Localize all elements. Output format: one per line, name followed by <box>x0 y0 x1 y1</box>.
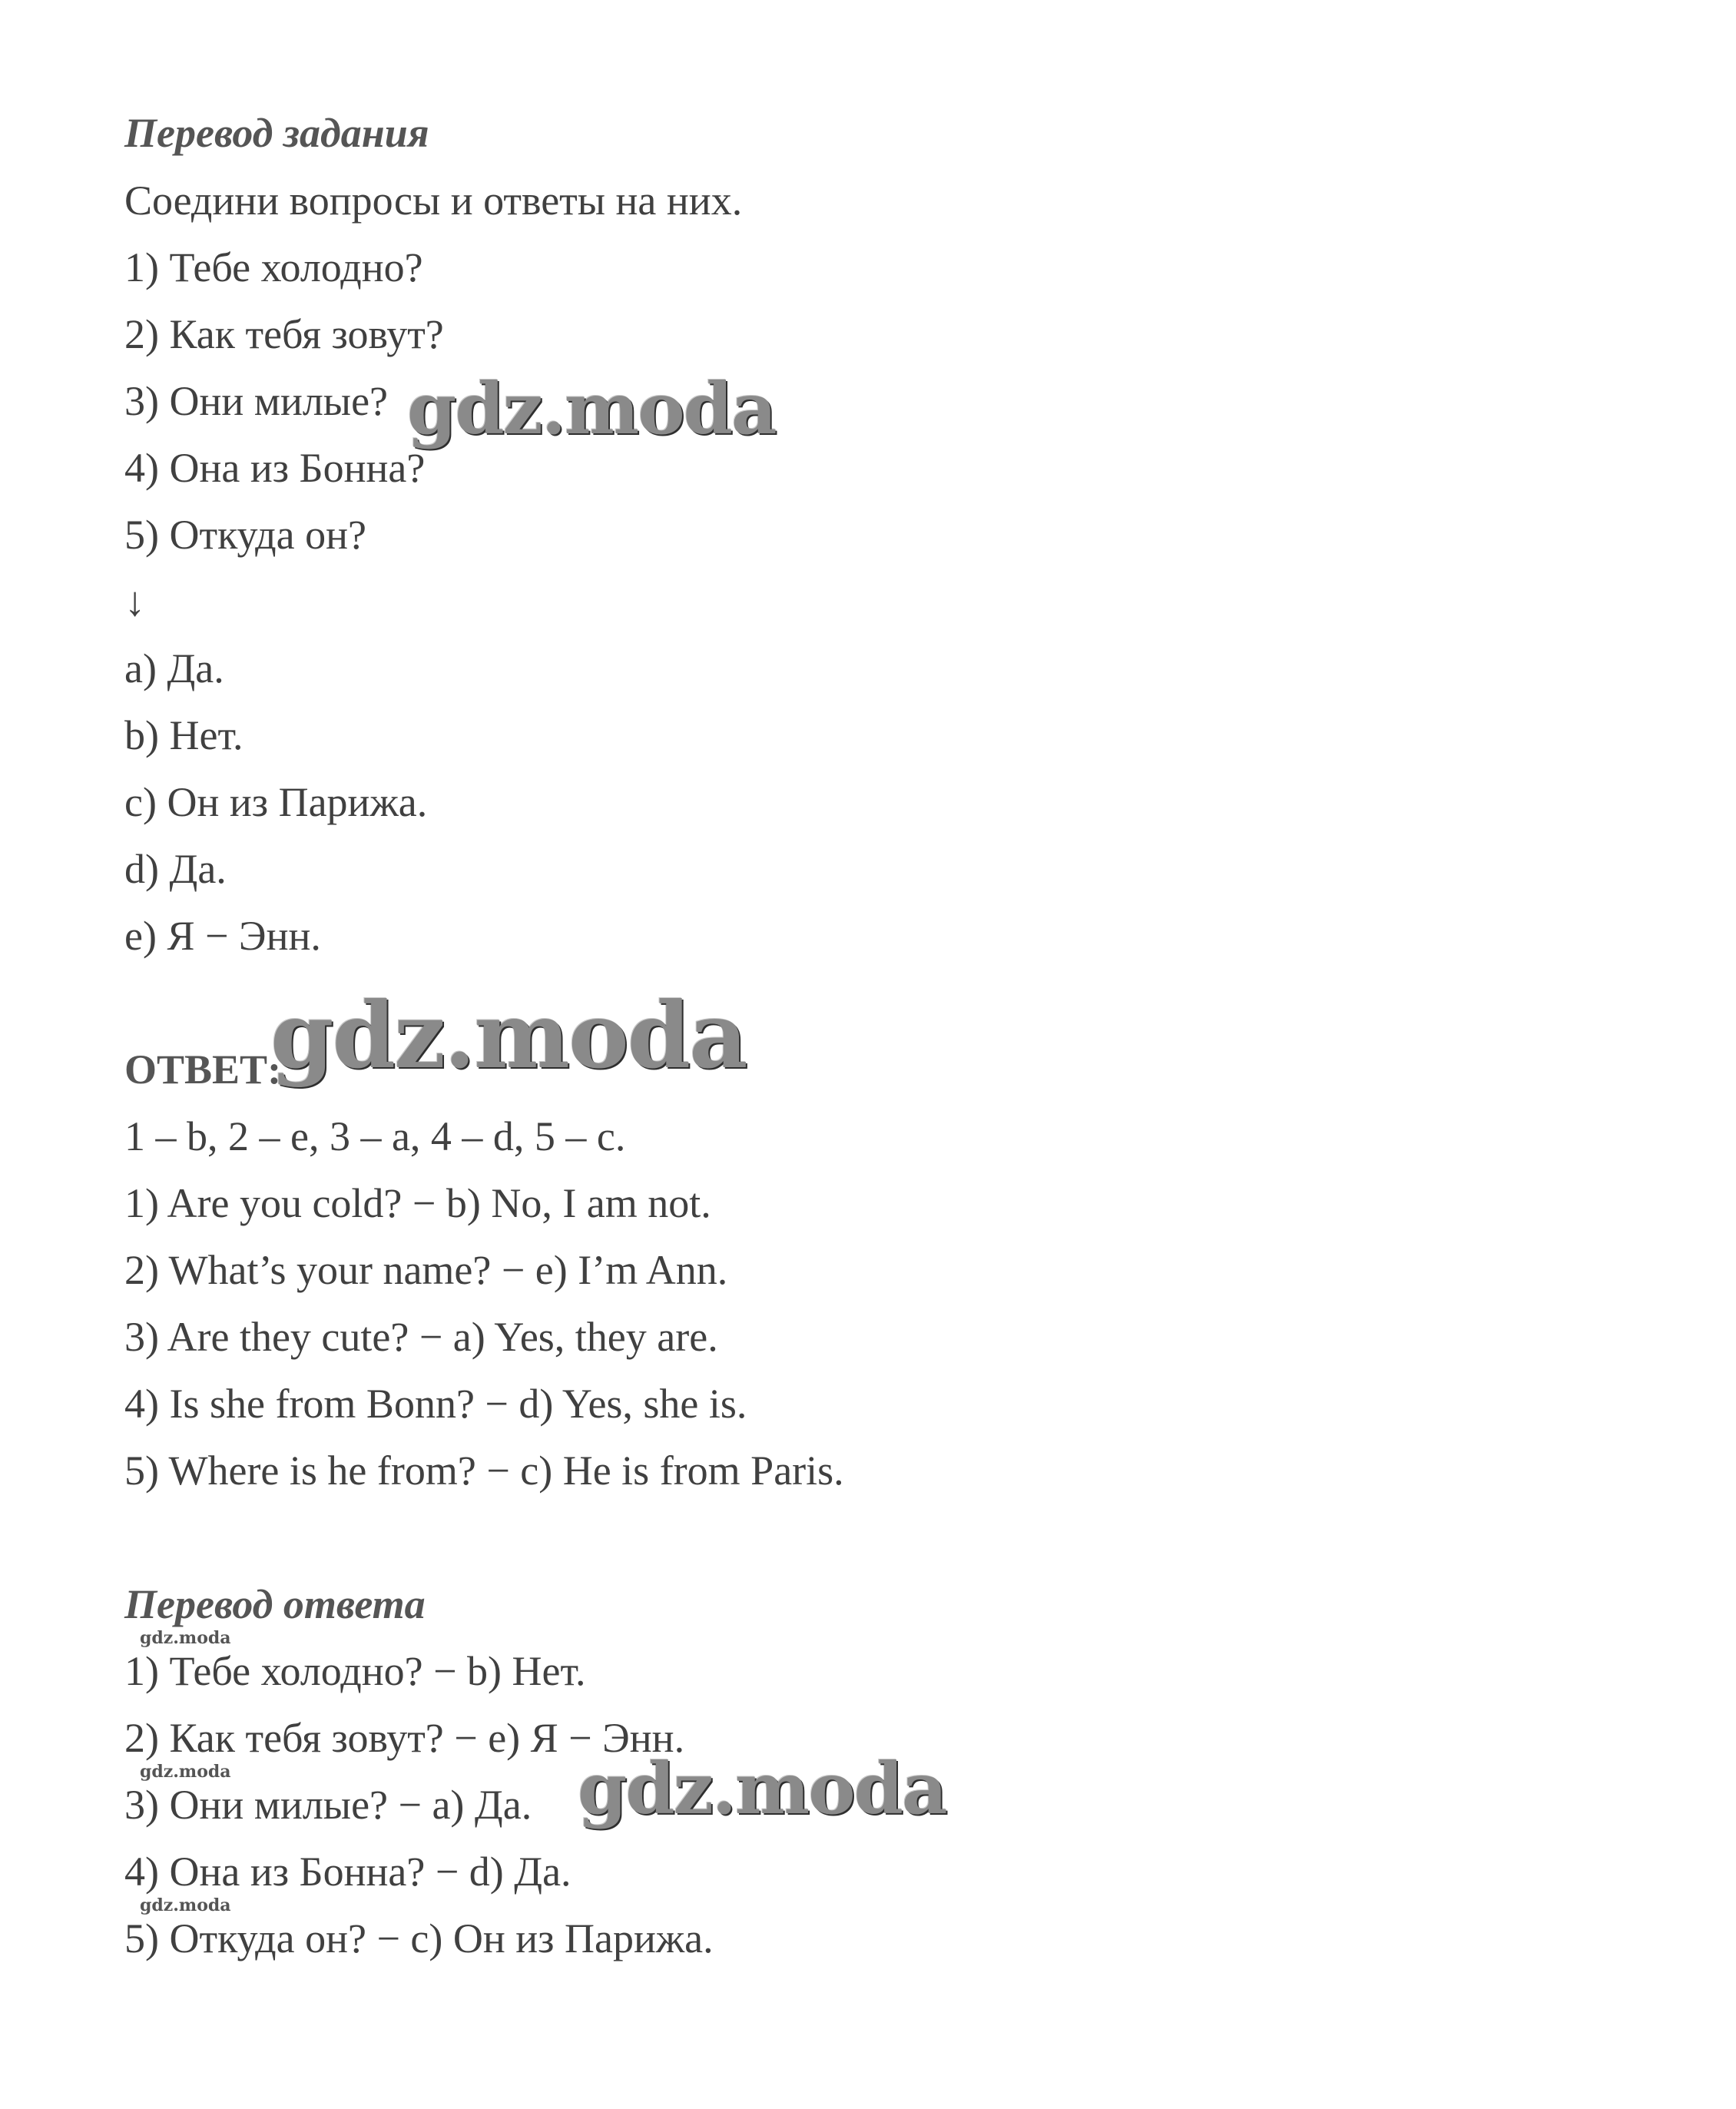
answer-line: 3) Are they cute? − a) Yes, they are. <box>124 1314 718 1360</box>
task-question: 1) Тебе холодно? <box>124 244 423 290</box>
task-answer: a) Да. <box>124 645 224 691</box>
task-question: 3) Они милые? <box>124 378 389 424</box>
watermark: gdz.moda <box>578 1747 946 1830</box>
task-answer: b) Нет. <box>124 712 244 758</box>
answer-line: 1) Are you cold? − b) No, I am not. <box>124 1180 711 1226</box>
translation-line: 4) Она из Бонна? − d) Да. <box>124 1849 571 1895</box>
watermark: gdz.moda <box>140 1762 231 1782</box>
answer-line: 2) What’s your name? − e) I’m Ann. <box>124 1247 728 1293</box>
translation-line: 5) Откуда он? − c) Он из Парижа. <box>124 1915 714 1961</box>
task-instruction: Соедини вопросы и ответы на них. <box>124 177 743 224</box>
translation-line: 2) Как тебя зовут? − e) Я − Энн. <box>124 1715 685 1761</box>
answer-heading: ОТВЕТ: <box>124 1046 282 1093</box>
task-answer: d) Да. <box>124 846 227 892</box>
task-question: 5) Откуда он? <box>124 512 366 558</box>
watermark: gdz.moda <box>407 367 776 450</box>
watermark: gdz.moda <box>140 1895 231 1915</box>
answer-line: 4) Is she from Bonn? − d) Yes, she is. <box>124 1381 747 1427</box>
down-arrow-icon: ↓ <box>124 579 145 625</box>
task-answer: e) Я − Энн. <box>124 913 321 959</box>
answer-key: 1 – b, 2 – e, 3 – a, 4 – d, 5 – c. <box>124 1113 626 1159</box>
watermark: gdz.moda <box>140 1628 231 1648</box>
task-question: 4) Она из Бонна? <box>124 445 426 491</box>
translation-line: 1) Тебе холодно? − b) Нет. <box>124 1648 586 1694</box>
task-question: 2) Как тебя зовут? <box>124 311 444 357</box>
translation-heading: Перевод ответа <box>124 1581 426 1627</box>
translation-line: 3) Они милые? − a) Да. <box>124 1782 532 1828</box>
answer-line: 5) Where is he from? − c) He is from Paris. <box>124 1447 844 1494</box>
watermark: gdz.moda <box>270 982 747 1089</box>
task-heading: Перевод задания <box>124 110 429 156</box>
task-answer: c) Он из Парижа. <box>124 779 428 825</box>
